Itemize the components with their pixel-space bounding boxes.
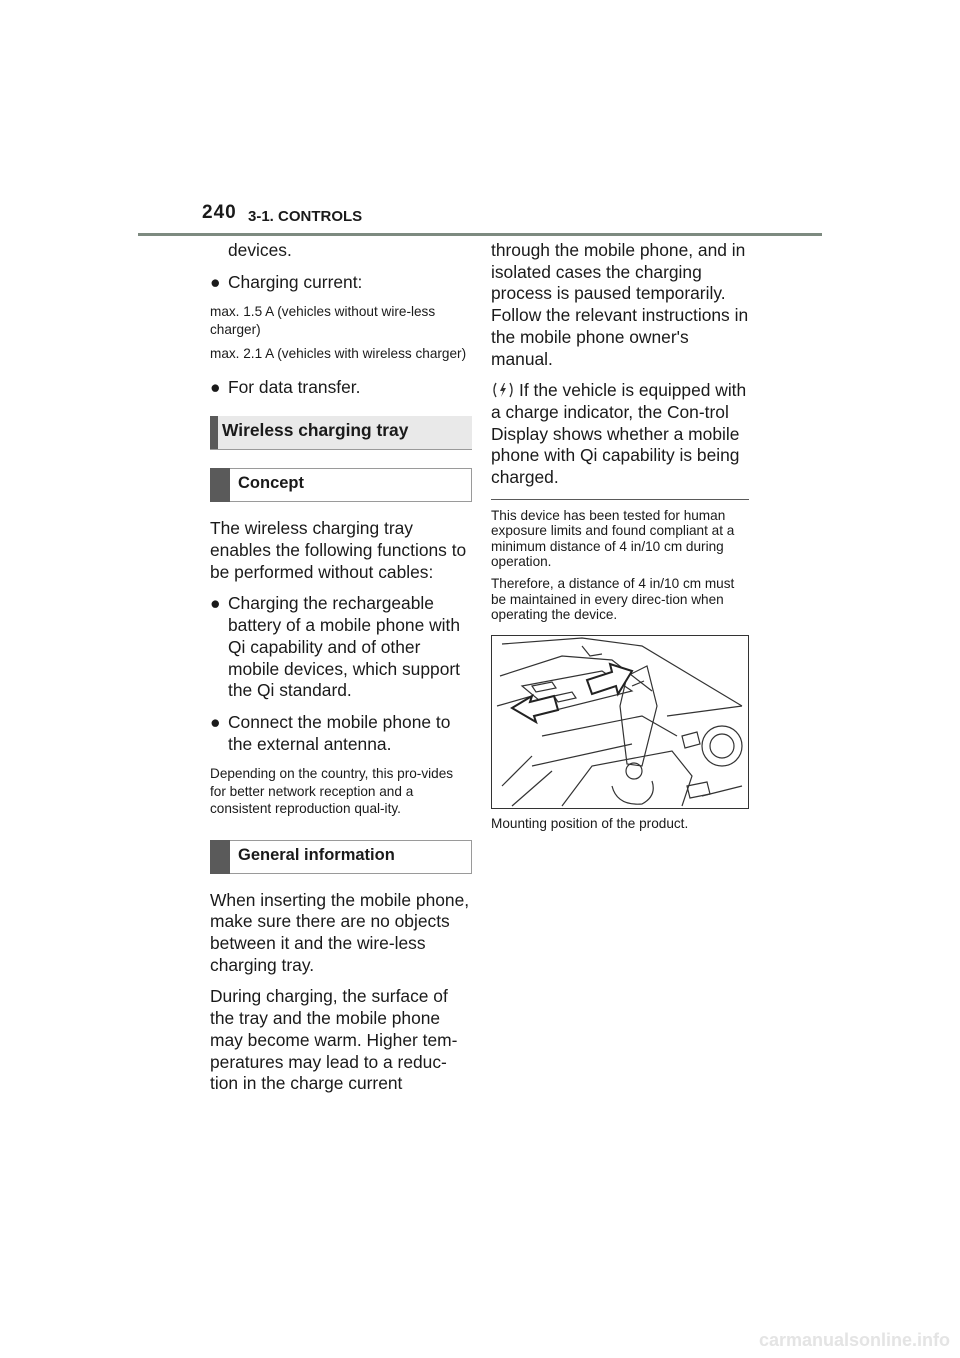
concept-heading-label: Concept bbox=[238, 474, 304, 493]
bullet-charge-battery bbox=[210, 593, 472, 702]
concept-intro: The wireless charging tray enables the following functions to be performed without cables: bbox=[210, 518, 467, 582]
current-max-without: max. 1.5 A (vehicles without wire-less charger) bbox=[210, 304, 436, 337]
current-max-with: max. 2.1 A (vehicles with wireless charger) bbox=[210, 346, 467, 362]
console-drawing bbox=[492, 636, 748, 808]
bullet-text: For data transfer. bbox=[228, 376, 361, 397]
chapter-title: 3-1. CONTROLS bbox=[248, 208, 363, 225]
section-heading-bar bbox=[210, 416, 218, 449]
bullet-dot-icon: ● bbox=[210, 271, 221, 292]
bullet-data-transfer bbox=[210, 377, 472, 399]
concept-heading-bar bbox=[210, 468, 230, 502]
bullet-text: Charging current: bbox=[228, 271, 363, 292]
header-rule bbox=[138, 233, 822, 236]
general-paragraph-1: When inserting the mobile phone, make sure there are no objects between it and the wire-less charging tray. bbox=[210, 889, 470, 975]
watermark bbox=[0, 1330, 960, 1351]
bullet-text: Connect the mobile phone to the external antenna. bbox=[228, 711, 451, 754]
bullet-connect-antenna bbox=[210, 712, 472, 755]
right-column bbox=[491, 240, 751, 839]
exposure-notice-1: This device has been tested for human exposure limits and found compliant at a minimum distance of 4 in/10 cm during operation. bbox=[491, 507, 735, 569]
general-info-heading-label: General information bbox=[238, 845, 395, 864]
notice-rule bbox=[491, 499, 749, 500]
general-info-heading-bar bbox=[210, 840, 230, 874]
figure-caption: Mounting position of the product. bbox=[491, 815, 689, 831]
bullet-charging-current bbox=[210, 272, 472, 294]
section-heading bbox=[210, 416, 472, 450]
charge-indicator-sentence: If the vehicle is equipped with a charge indicator, the Con-trol Display shows whether a mobile phone with Qi capability is being charged. bbox=[491, 380, 747, 488]
antenna-note: Depending on the country, this pro-vides for better network reception and a consistent reproduction qual-ity. bbox=[210, 766, 454, 817]
bullet-dot-icon: ● bbox=[210, 711, 221, 732]
general-info-heading bbox=[210, 840, 472, 874]
continued-text: devices. bbox=[228, 240, 292, 260]
bullet-dot-icon: ● bbox=[210, 593, 221, 614]
general-paragraph-2: During charging, the surface of the tray and the mobile phone may become warm. Higher tem-peratures may lead to a reduc-tion in the charge current bbox=[210, 986, 458, 1094]
mounting-illustration bbox=[491, 635, 749, 809]
concept-heading bbox=[210, 468, 472, 502]
page-number: 240 bbox=[202, 202, 237, 223]
wireless-charge-icon bbox=[491, 381, 515, 399]
section-heading-label: Wireless charging tray bbox=[222, 420, 409, 441]
charge-indicator-text bbox=[491, 380, 751, 489]
bullet-text: Charging the rechargeable battery of a mobile phone with Qi capability and of other mobile devices, which support the Qi standard. bbox=[228, 593, 461, 701]
left-column bbox=[210, 240, 472, 1105]
exposure-notice-2: Therefore, a distance of 4 in/10 cm must be maintained in every direc-tion when operating the device. bbox=[491, 576, 735, 623]
charging-paused-text: through the mobile phone, and in isolated cases the charging process is paused temporarily. Follow the relevant instructions in the mobile phone owner's manual. bbox=[491, 240, 749, 369]
bullet-dot-icon: ● bbox=[210, 376, 221, 397]
watermark-text: carmanualsonline.info bbox=[758, 1330, 950, 1350]
